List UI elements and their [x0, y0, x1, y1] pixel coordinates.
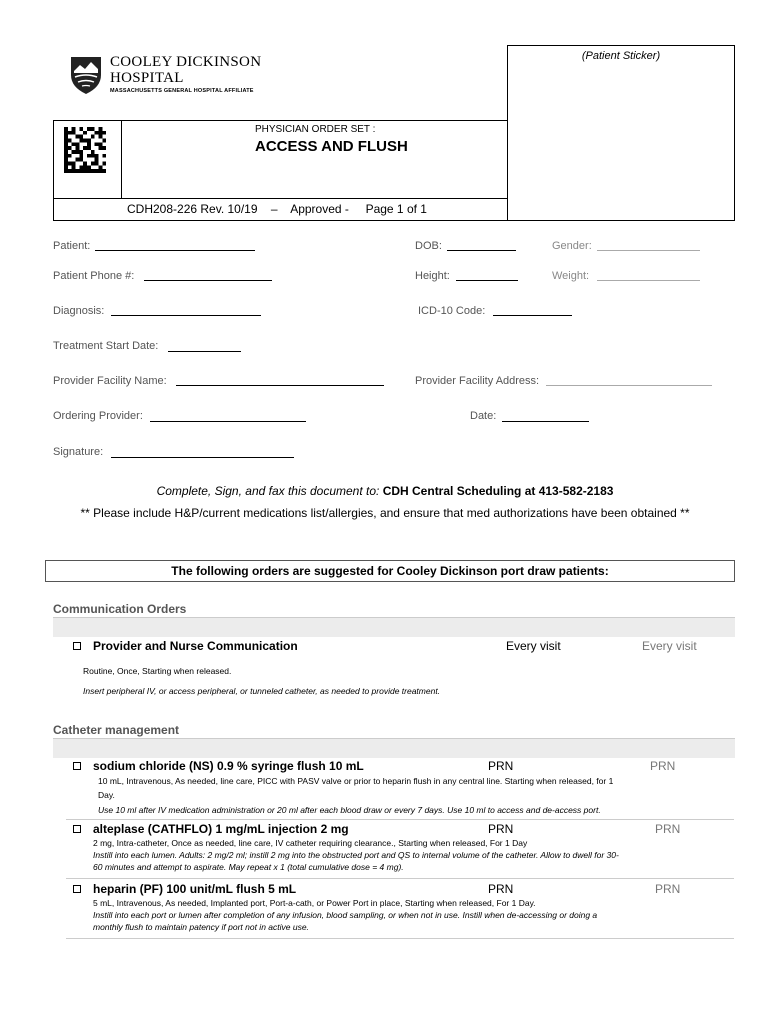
order-note: Instill into each port or lumen after completion of any infusion, blood sampling, or when not in use. Instill when de-accessing or doing a [93, 910, 598, 920]
order-separator [66, 938, 734, 939]
order-frequency: PRN [488, 759, 514, 773]
order-separator [66, 819, 734, 820]
patient-label: Patient: [53, 240, 91, 252]
records-note: ** Please include H&P/current medications list/allergies, and ensure that med authorizations have been obtained ** [80, 506, 690, 520]
order-frequency-alt: Every visit [642, 639, 697, 653]
order-detail: Day. [98, 790, 115, 800]
facility-name-field[interactable] [176, 385, 384, 386]
dob-field[interactable] [447, 250, 516, 251]
order-name: alteplase (CATHFLO) 1 mg/mL injection 2 mg [93, 822, 349, 836]
order-name: heparin (PF) 100 unit/mL flush 5 mL [93, 882, 297, 896]
order-frequency-alt: PRN [655, 822, 681, 836]
order-checkbox-comm[interactable] [73, 642, 81, 650]
order-note: 60 minutes and attempt to aspirate. May repeat x 1 (total cumulative dose = 4 mg). [93, 862, 404, 872]
fax-instructions-lead: Complete, Sign, and fax this document to: [156, 484, 383, 498]
ordering-provider-field[interactable] [150, 421, 306, 422]
hospital-name-line1: COOLEY DICKINSON [110, 54, 262, 70]
phone-label: Patient Phone #: [53, 270, 135, 282]
order-name: sodium chloride (NS) 0.9 % syringe flush 10 mL [93, 759, 364, 773]
section-title-catheter: Catheter management [53, 723, 180, 737]
facility-name-label: Provider Facility Name: [53, 375, 167, 387]
height-field[interactable] [456, 280, 518, 281]
section-band [53, 739, 735, 758]
order-set-title: ACCESS AND FLUSH [255, 138, 408, 155]
order-frequency: Every visit [506, 639, 561, 653]
dob-label: DOB: [415, 240, 442, 252]
order-detail: 5 mL, Intravenous, As needed, Implanted port, Port-a-cath, or Power Port in place, Starting when released, For 1 Day. [93, 898, 536, 908]
diagnosis-label: Diagnosis: [53, 305, 105, 317]
order-detail: Routine, Once, Starting when released. [83, 666, 232, 676]
icd10-field[interactable] [493, 315, 572, 316]
section-band [53, 618, 735, 637]
patient-field[interactable] [95, 250, 255, 251]
weight-field[interactable] [597, 280, 700, 281]
weight-label: Weight: [552, 270, 590, 282]
facility-address-field[interactable] [546, 385, 712, 386]
treatment-start-label: Treatment Start Date: [53, 340, 159, 352]
height-label: Height: [415, 270, 450, 282]
order-frequency: PRN [488, 882, 514, 896]
fax-instructions [0, 484, 770, 498]
patient-sticker-label: (Patient Sticker) [581, 50, 661, 62]
hospital-affiliate: MASSACHUSETTS GENERAL HOSPITAL AFFILIATE [110, 88, 254, 94]
order-note: Instill into each lumen. Adults: 2 mg/2 ml; instill 2 mg into the obstructed port and QS to internal volume of the catheter. Allow to dwell for 30- [93, 850, 619, 860]
patient-sticker-box [507, 45, 735, 221]
fax-number: CDH Central Scheduling at 413-582-2183 [382, 484, 614, 498]
signature-field[interactable] [111, 457, 294, 458]
order-checkbox-nacl[interactable] [73, 762, 81, 770]
order-frequency-alt: PRN [650, 759, 676, 773]
facility-address-label: Provider Facility Address: [415, 375, 540, 387]
ordering-provider-label: Ordering Provider: [53, 410, 143, 422]
order-box-divider [53, 198, 508, 199]
section-title-communication: Communication Orders [53, 602, 187, 616]
phone-field[interactable] [144, 280, 272, 281]
order-frequency-alt: PRN [655, 882, 681, 896]
date-label: Date: [470, 410, 497, 422]
order-name: Provider and Nurse Communication [93, 639, 298, 653]
order-frequency: PRN [488, 822, 514, 836]
diagnosis-field[interactable] [111, 315, 261, 316]
order-set-label: PHYSICIAN ORDER SET : [255, 124, 376, 135]
order-note: monthly flush to maintain patency if port not in active use. [93, 922, 309, 932]
date-field[interactable] [502, 421, 589, 422]
treatment-start-field[interactable] [168, 351, 241, 352]
order-separator [66, 878, 734, 879]
hospital-logo-icon [70, 55, 102, 95]
hospital-name-line2: HOSPITAL [110, 70, 184, 86]
port-draw-banner: The following orders are suggested for Cooley Dickinson port draw patients: [45, 560, 735, 582]
icd10-label: ICD-10 Code: [418, 305, 486, 317]
signature-label: Signature: [53, 446, 104, 458]
order-detail: 2 mg, Intra-catheter, Once as needed, line care, IV catheter requiring clearance., Starting when released, For 1 Day [93, 838, 528, 848]
order-box-divider [121, 120, 122, 198]
order-checkbox-alteplase[interactable] [73, 825, 81, 833]
order-detail: 10 mL, Intravenous, As needed, line care, PICC with PASV valve or prior to heparin flush in any central line. Starting when released, for 1 [98, 776, 614, 786]
document-code: CDH208-226 Rev. 10/19 – Approved - Page 1 of 1 [127, 202, 427, 216]
gender-field[interactable] [597, 250, 700, 251]
order-note: Insert peripheral IV, or access peripheral, or tunneled catheter, as needed to provide treatment. [83, 686, 441, 696]
order-checkbox-heparin[interactable] [73, 885, 81, 893]
order-note: Use 10 ml after IV medication administration or 20 ml after each blood draw or every 7 days. Use 10 ml to access and de-access port. [98, 805, 601, 815]
gender-label: Gender: [552, 240, 592, 252]
barcode-icon [63, 127, 107, 173]
